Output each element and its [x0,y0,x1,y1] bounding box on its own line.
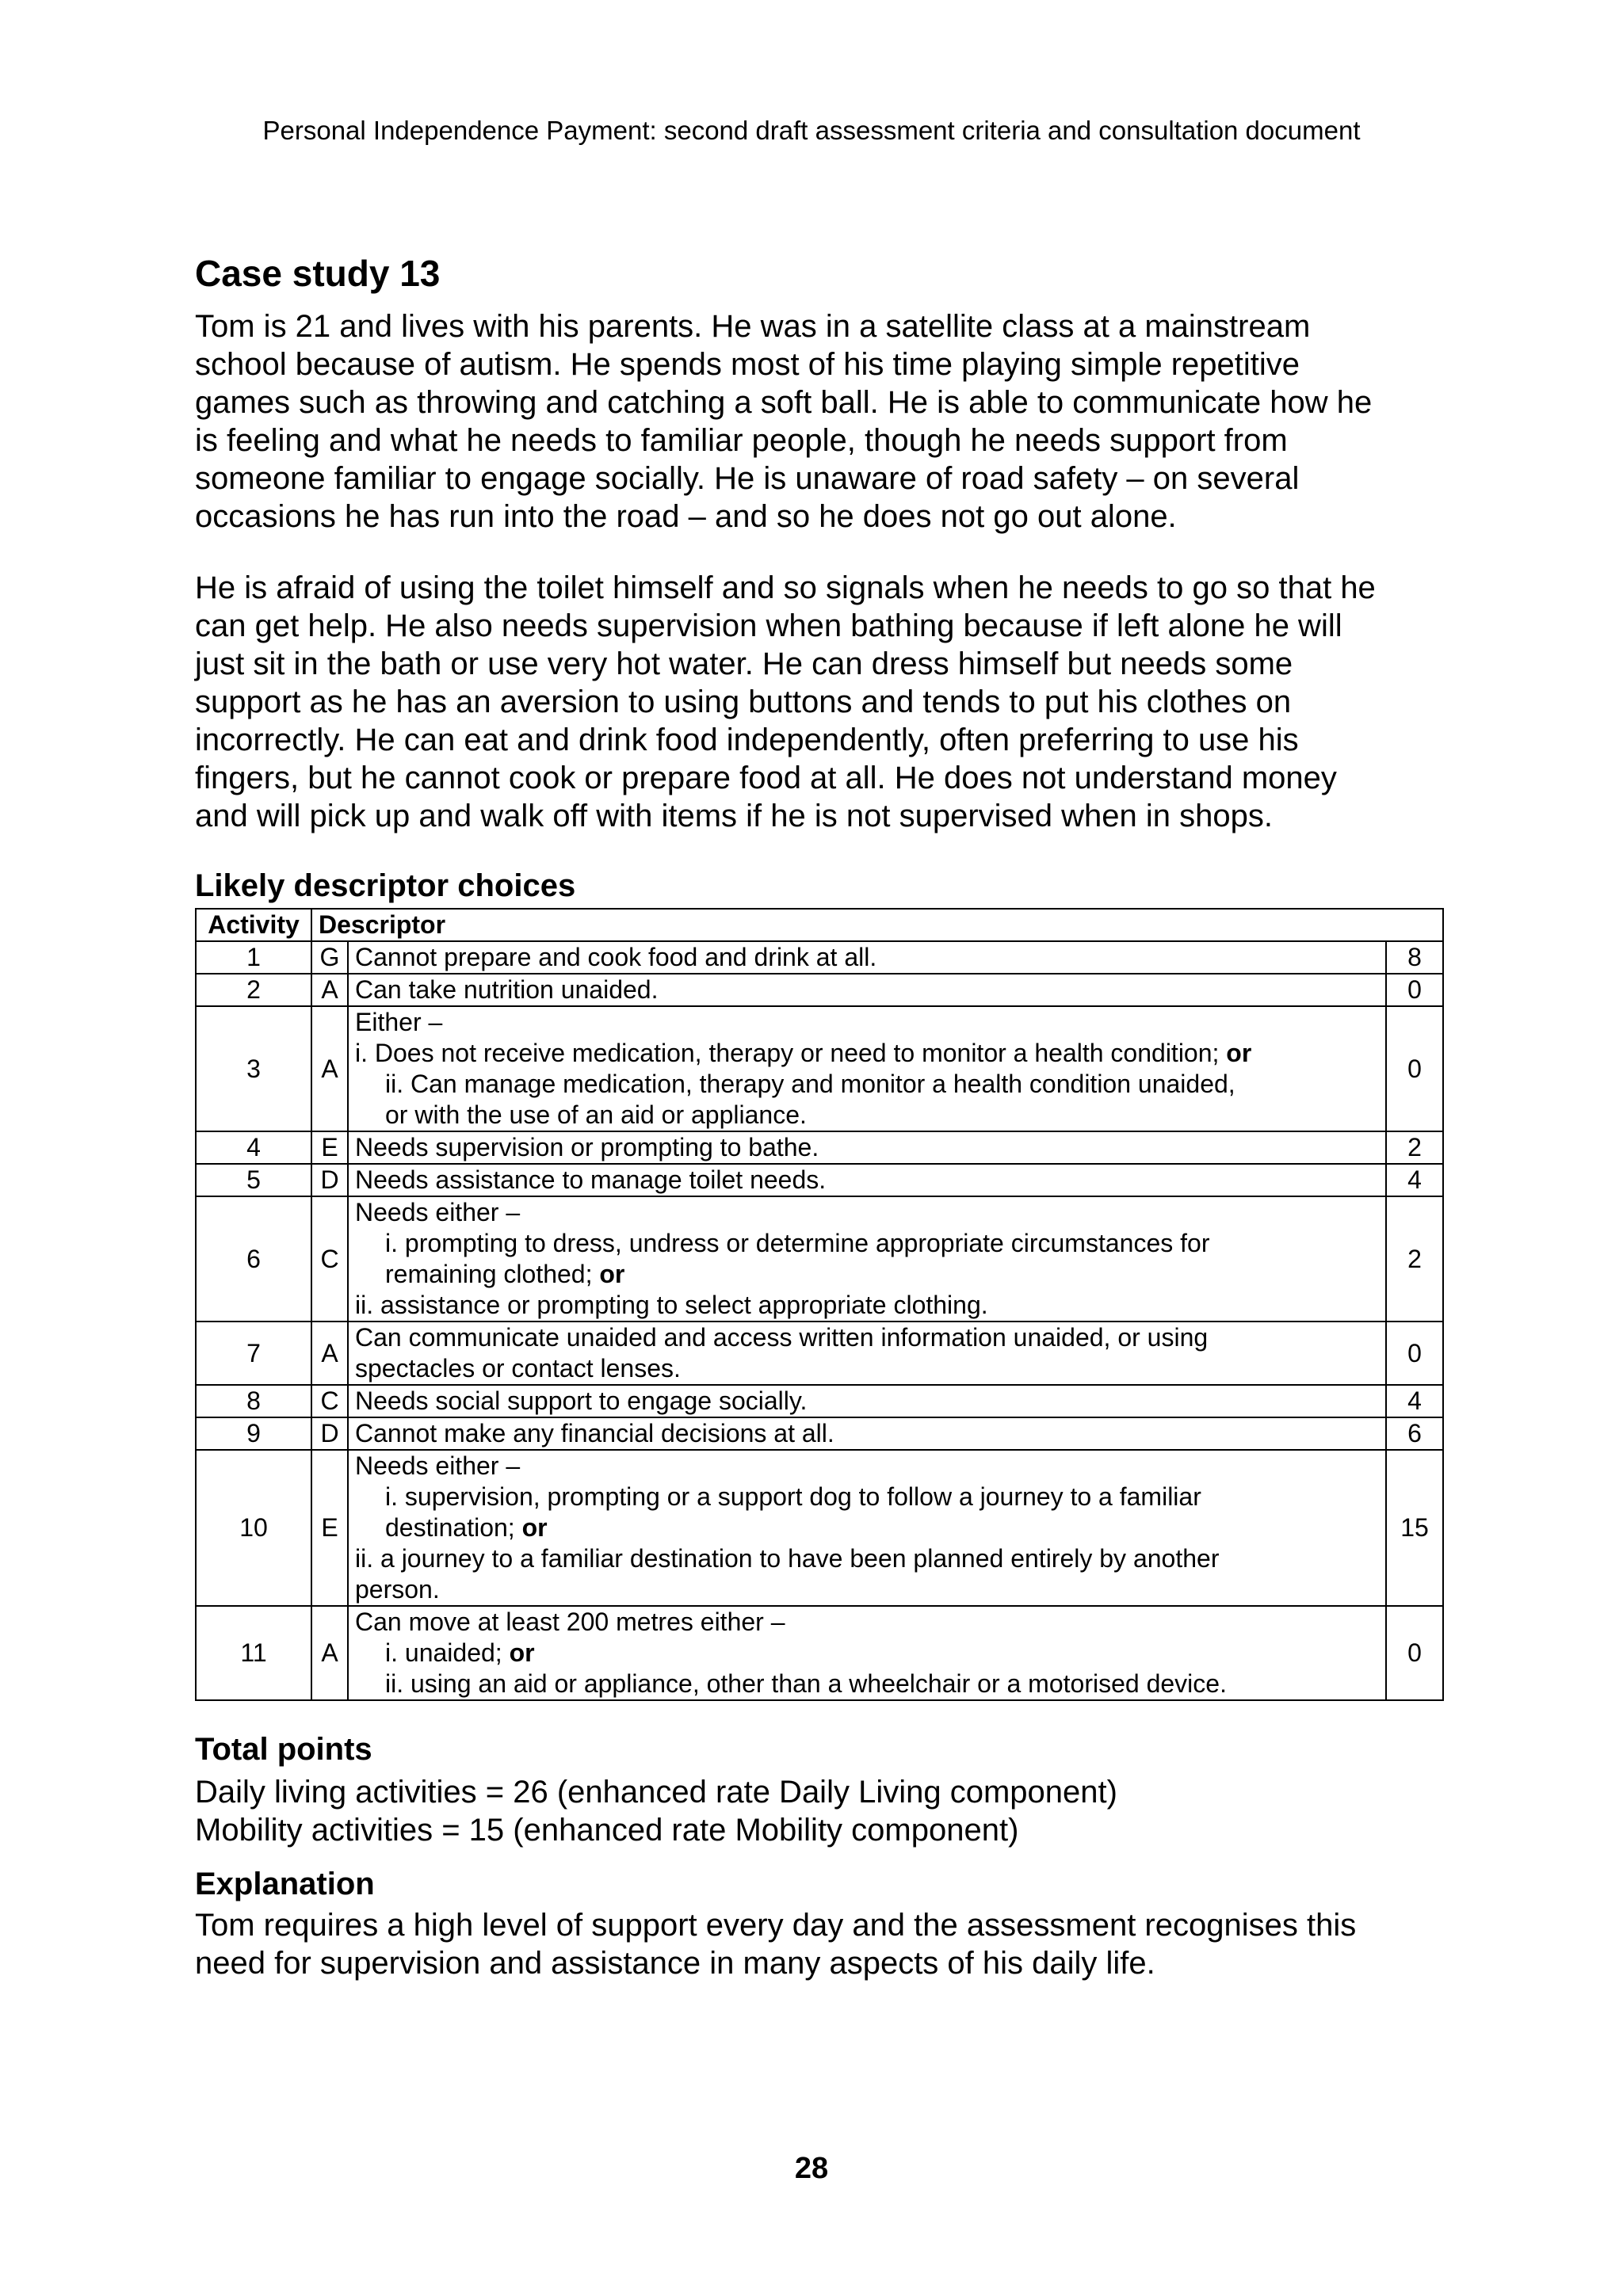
descriptor-text: i. unaided; [385,1638,510,1667]
descriptor-text: i. Does not receive medication, therapy or need to monitor a health condition; [355,1039,1227,1067]
total-mobility: Mobility activities = 15 (enhanced rate Mobility component) [195,1813,1019,1848]
or-emphasis: or [1226,1039,1252,1067]
descriptor-line [355,1638,1379,1669]
table-row [196,1196,1443,1322]
points-cell: 15 [1386,1450,1443,1606]
text-line: occasions he has run into the road – and so he does not go out alone. [195,499,1177,534]
descriptor-cell [348,1006,1386,1131]
activity-cell: 7 [196,1322,311,1385]
descriptor-cell: Can take nutrition unaided. [348,974,1386,1006]
text-line: can get help. He also needs supervision when bathing because if left alone he will [195,608,1342,643]
case-study-title: Case study 13 [195,253,441,294]
descriptor-cell [348,1196,1386,1322]
activity-cell: 4 [196,1131,311,1164]
table-row [196,1450,1443,1606]
descriptor-line: ii. Can manage medication, therapy and monitor a health condition unaided, [385,1070,1235,1098]
or-emphasis: or [509,1638,535,1667]
descriptor-line: Needs either – [355,1451,521,1480]
descriptor-line: ii. assistance or prompting to select appropriate clothing. [355,1291,988,1319]
points-cell: 2 [1386,1196,1443,1322]
text-line: incorrectly. He can eat and drink food independently, often preferring to use his [195,723,1299,757]
descriptor-table [195,908,1444,1701]
table-header-row [196,909,1443,941]
descriptor-line: person. [355,1575,440,1604]
points-cell: 6 [1386,1417,1443,1450]
text-line: need for supervision and assistance in many aspects of his daily life. [195,1946,1155,1981]
descriptor-cell: Needs supervision or prompting to bathe. [348,1131,1386,1164]
text-line: He is afraid of using the toilet himself and so signals when he needs to go so that he [195,570,1376,605]
column-header-activity: Activity [196,909,311,941]
page-header: Personal Independence Payment: second draft assessment criteria and consultation document [262,116,1361,145]
points-cell: 0 [1386,974,1443,1006]
explanation-text [195,1906,1463,1982]
code-cell: D [311,1417,348,1450]
descriptor-line: i. prompting to dress, undress or determine appropriate circumstances for [385,1229,1210,1257]
descriptor-line [355,1512,1379,1543]
points-cell: 0 [1386,1606,1443,1700]
activity-cell: 5 [196,1164,311,1196]
explanation-heading: Explanation [195,1867,375,1901]
table-row [196,1417,1443,1450]
activity-cell: 8 [196,1385,311,1417]
table-row [196,1606,1443,1700]
text-line: Tom is 21 and lives with his parents. He was in a satellite class at a mainstream [195,309,1311,344]
code-cell: D [311,1164,348,1196]
code-cell: A [311,1606,348,1700]
descriptor-cell: Cannot make any financial decisions at all. [348,1417,1386,1450]
page-number: 28 [794,2152,829,2185]
descriptor-line: Can move at least 200 metres either – [355,1608,785,1636]
text-line: fingers, but he cannot cook or prepare food at all. He does not understand money [195,761,1337,795]
code-cell: C [311,1385,348,1417]
text-line: and will pick up and walk off with items if he is not supervised when in shops. [195,799,1273,833]
code-cell: A [311,1006,348,1131]
total-daily-living: Daily living activities = 26 (enhanced rate Daily Living component) [195,1775,1117,1810]
text-line: school because of autism. He spends most of his time playing simple repetitive [195,347,1300,382]
descriptor-line: Can communicate unaided and access written information unaided, or using [355,1323,1209,1352]
points-cell: 0 [1386,1322,1443,1385]
code-cell: E [311,1131,348,1164]
points-cell: 2 [1386,1131,1443,1164]
descriptor-line: i. supervision, prompting or a support dog to follow a journey to a familiar [385,1482,1201,1511]
descriptor-line: ii. a journey to a familiar destination to have been planned entirely by another [355,1544,1220,1573]
text-line: games such as throwing and catching a soft ball. He is able to communicate how he [195,385,1373,420]
or-emphasis: or [599,1260,625,1288]
table-row [196,974,1443,1006]
descriptor-cell: Needs assistance to manage toilet needs. [348,1164,1386,1196]
code-cell: A [311,1322,348,1385]
points-cell: 4 [1386,1385,1443,1417]
activity-cell: 9 [196,1417,311,1450]
code-cell: C [311,1196,348,1322]
descriptor-cell [348,1450,1386,1606]
column-header-descriptor: Descriptor [311,909,1443,941]
table-row [196,941,1443,974]
descriptor-line: spectacles or contact lenses. [355,1354,681,1383]
points-cell: 4 [1386,1164,1443,1196]
descriptor-line [355,1259,1379,1290]
descriptor-text: destination; [385,1513,522,1542]
descriptor-line [355,1038,1379,1069]
table-row [196,1006,1443,1131]
or-emphasis: or [521,1513,548,1542]
table-row [196,1322,1443,1385]
points-cell: 0 [1386,1006,1443,1131]
activity-cell: 2 [196,974,311,1006]
total-points-text [195,1773,1117,1849]
descriptor-cell: Cannot prepare and cook food and drink at all. [348,941,1386,974]
case-paragraph-1 [195,307,1463,536]
descriptor-text: remaining clothed; [385,1260,600,1288]
descriptor-cell [348,1606,1386,1700]
code-cell: E [311,1450,348,1606]
activity-cell: 11 [196,1606,311,1700]
descriptor-cell: Needs social support to engage socially. [348,1385,1386,1417]
descriptor-line: or with the use of an aid or appliance. [385,1100,807,1129]
text-line: is feeling and what he needs to familiar people, though he needs support from [195,423,1288,458]
text-line: just sit in the bath or use very hot water. He can dress himself but needs some [195,646,1293,681]
activity-cell: 3 [196,1006,311,1131]
activity-cell: 1 [196,941,311,974]
descriptor-line: ii. using an aid or appliance, other than a wheelchair or a motorised device. [385,1669,1227,1698]
text-line: support as he has an aversion to using buttons and tends to put his clothes on [195,685,1292,719]
points-cell: 8 [1386,941,1443,974]
table-row [196,1131,1443,1164]
descriptor-line: Needs either – [355,1198,521,1226]
code-cell: G [311,941,348,974]
total-points-heading: Total points [195,1732,372,1767]
table-row [196,1385,1443,1417]
text-line: Tom requires a high level of support every day and the assessment recognises this [195,1908,1357,1943]
table-row [196,1164,1443,1196]
text-line: someone familiar to engage socially. He is unaware of road safety – on several [195,461,1300,496]
activity-cell: 10 [196,1450,311,1606]
descriptor-table-heading: Likely descriptor choices [195,868,576,903]
descriptor-cell [348,1322,1386,1385]
descriptor-line: Either – [355,1008,443,1036]
code-cell: A [311,974,348,1006]
activity-cell: 6 [196,1196,311,1322]
case-paragraph-2 [195,569,1463,835]
